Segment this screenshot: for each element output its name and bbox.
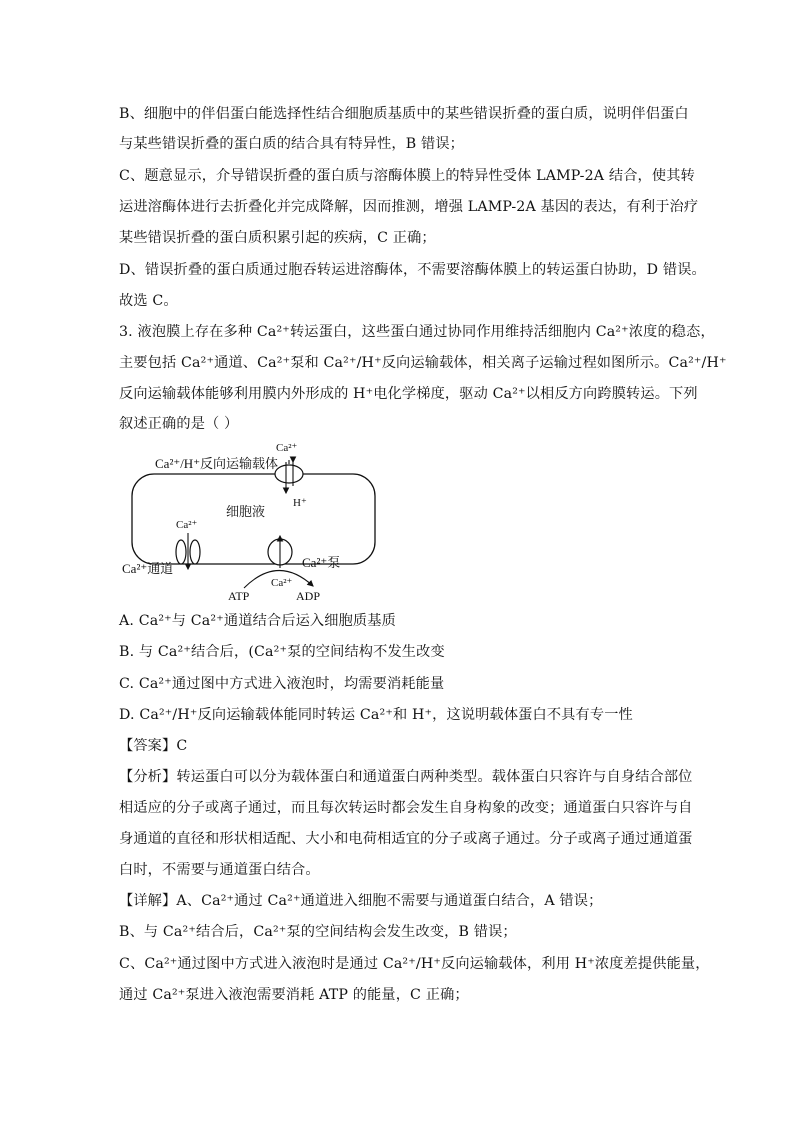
detail-line: 通过 Ca²⁺泵进入液泡需要消耗 ATP 的能量，C 正确； bbox=[119, 987, 469, 1003]
antiporter-protein bbox=[275, 465, 303, 483]
text-line: 运进溶酶体进行去折叠化并完成降解，因而推测，增强 LAMP-2A 基因的表达，有利于治疗 bbox=[119, 199, 699, 215]
text-line: B、细胞中的伴侣蛋白能选择性结合细胞质基质中的某些错误折叠的蛋白质，说明伴侣蛋白 bbox=[119, 106, 689, 122]
text-line: 故选 C。 bbox=[119, 293, 178, 309]
question-stem: 叙述正确的是（ ） bbox=[119, 416, 239, 432]
analysis-line: 身通道的直径和形状相适配、大小和电荷相适宜的分子或离子通过。分子或离子通过通道蛋 bbox=[119, 831, 693, 847]
vacuole-sap-label: 细胞液 bbox=[226, 504, 266, 519]
pump-label: Ca²⁺泵 bbox=[302, 555, 341, 570]
option-a: A. Ca²⁺与 Ca²⁺通道结合后运入细胞质基质 bbox=[119, 613, 396, 629]
channel-ca-label: Ca²⁺ bbox=[176, 519, 198, 531]
atp-label: ATP bbox=[228, 589, 250, 603]
option-b: B. 与 Ca²⁺结合后，(Ca²⁺泵的空间结构不发生改变 bbox=[119, 644, 445, 660]
text-line: C、题意显示，介导错误折叠的蛋白质与溶酶体膜上的特异性受体 LAMP-2A 结合，使其转 bbox=[119, 168, 695, 184]
detail-line: B、与 Ca²⁺结合后，Ca²⁺泵的空间结构会发生改变，B 错误； bbox=[119, 924, 517, 940]
analysis-line: 白时，不需要与通道蛋白结合。 bbox=[119, 862, 320, 878]
text-line: D、错误折叠的蛋白质通过胞吞转运进溶酶体，不需要溶酶体膜上的转运蛋白协助，D 错误。 bbox=[119, 262, 706, 278]
vacuole-transport-diagram bbox=[118, 436, 378, 606]
option-d: D. Ca²⁺/H⁺反向运输载体能同时转运 Ca²⁺和 H⁺，这说明载体蛋白不具有专一性 bbox=[119, 707, 633, 723]
analysis-line: 【分析】转运蛋白可以分为载体蛋白和通道蛋白两种类型。载体蛋白只容许与自身结合部位 bbox=[119, 769, 693, 785]
channel-protein-left bbox=[176, 540, 186, 564]
detail-line: 【详解】A、Ca²⁺通过 Ca²⁺通道进入细胞不需要与通道蛋白结合，A 错误； bbox=[119, 893, 603, 909]
text-line: 某些错误折叠的蛋白质积累引起的疾病，C 正确； bbox=[119, 230, 436, 246]
antiporter-label: Ca²⁺/H⁺反向运输载体 bbox=[155, 456, 279, 471]
question-stem: 主要包括 Ca²⁺通道、Ca²⁺泵和 Ca²⁺/H⁺反向运输载体，相关离子运输过程如图所示。Ca²⁺/H⁺ bbox=[119, 355, 727, 371]
adp-label: ADP bbox=[296, 589, 321, 603]
channel-protein-right bbox=[190, 540, 200, 564]
antiporter-h-label: H⁺ bbox=[293, 497, 307, 509]
option-c: C. Ca²⁺通过图中方式进入液泡时，均需要消耗能量 bbox=[119, 676, 445, 692]
question-stem: 3. 液泡膜上存在多种 Ca²⁺转运蛋白，这些蛋白通过协同作用维持活细胞内 Ca²⁺浓度的稳态， bbox=[119, 324, 715, 340]
antiporter-ca-label: Ca²⁺ bbox=[276, 442, 298, 454]
detail-line: C、Ca²⁺通过图中方式进入液泡时是通过 Ca²⁺/H⁺反向运输载体，利用 H⁺浓度差提供能量， bbox=[119, 956, 710, 972]
text-line: 与某些错误折叠的蛋白质的结合具有特异性，B 错误； bbox=[119, 136, 464, 152]
pump-ca-label: Ca²⁺ bbox=[271, 577, 293, 589]
analysis-line: 相适应的分子或离子通过，而且每次转运时都会发生自身构象的改变；通道蛋白只容许与自 bbox=[119, 800, 693, 816]
channel-label: Ca²⁺通道 bbox=[122, 561, 174, 576]
question-stem: 反向运输载体能够利用膜内外形成的 H⁺电化学梯度，驱动 Ca²⁺以相反方向跨膜转运。下列 bbox=[119, 386, 698, 402]
answer: 【答案】C bbox=[119, 738, 188, 754]
vacuole-membrane bbox=[132, 474, 375, 564]
